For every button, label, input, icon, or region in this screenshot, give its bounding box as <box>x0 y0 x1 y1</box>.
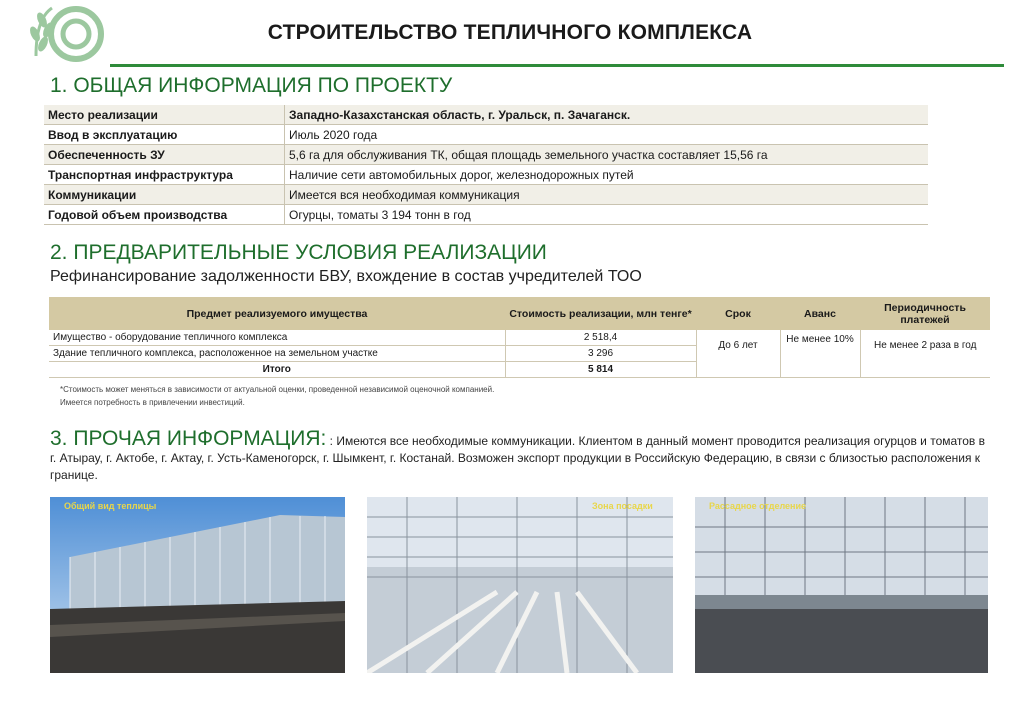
asset-cost: 3 296 <box>505 346 696 362</box>
section-2-subtitle: Рефинансирование задолженности БВУ, вхождение в состав учредителей ТОО <box>50 268 642 285</box>
logo <box>22 4 104 64</box>
photo-caption: Зона посадки <box>592 501 653 511</box>
column-header-payments: Периодичность платежей <box>860 297 990 330</box>
column-header-term: Срок <box>696 297 780 330</box>
table-row <box>44 145 928 165</box>
section-3-text: : Имеются все необходимые коммуникации. Клиентом в данный момент проводится реализация огурцов и томатов в г. Атырау, г. Актобе, г. Актау, г. Усть-Каменогорск, г. Шымкент, г. Костанай. Возможен экспорт продукции в Российскую Федерацию, в связи с близостью расположения к границе. <box>50 434 986 482</box>
info-key: Годовой объем производства <box>44 205 285 225</box>
column-header-asset: Предмет реализуемого имущества <box>49 297 505 330</box>
section-1-heading: 1. ОБЩАЯ ИНФОРМАЦИЯ ПО ПРОЕКТУ <box>50 74 453 97</box>
total-cost: 5 814 <box>505 362 696 378</box>
table-row <box>44 165 928 185</box>
advance-value: Не менее 10% <box>780 330 860 378</box>
seedling-department-photo <box>695 497 988 673</box>
info-key: Обеспеченность ЗУ <box>44 145 285 165</box>
table-header-row <box>49 297 990 330</box>
photo-caption: Общий вид теплицы <box>64 501 157 511</box>
table-row <box>49 330 990 346</box>
sale-terms-table <box>49 297 990 378</box>
asset-name: Имущество - оборудование тепличного комплекса <box>49 330 505 346</box>
planting-zone-image <box>367 497 673 673</box>
payments-value: Не менее 2 раза в год <box>860 330 990 378</box>
asset-cost: 2 518,4 <box>505 330 696 346</box>
table-row <box>44 185 928 205</box>
info-value: Огурцы, томаты 3 194 тонн в год <box>285 205 929 225</box>
table-row <box>44 105 928 125</box>
info-key: Ввод в эксплуатацию <box>44 125 285 145</box>
info-value: Западно-Казахстанская область, г. Уральск, п. Зачаганск. <box>285 105 929 125</box>
seedling-department-image <box>695 497 988 673</box>
footnote: Имеется потребность в привлечении инвестиций. <box>60 398 245 407</box>
section-2-heading: 2. ПРЕДВАРИТЕЛЬНЫЕ УСЛОВИЯ РЕАЛИЗАЦИИ <box>50 241 547 264</box>
table-row <box>44 125 928 145</box>
info-value: 5,6 га для обслуживания ТК, общая площадь земельного участка составляет 15,56 га <box>285 145 929 165</box>
info-key: Место реализации <box>44 105 285 125</box>
section-3-block <box>50 427 986 484</box>
agro-leaf-logo-icon <box>22 4 104 64</box>
greenhouse-exterior-photo <box>50 497 345 673</box>
info-key: Коммуникации <box>44 185 285 205</box>
info-value: Наличие сети автомобильных дорог, железнодорожных путей <box>285 165 929 185</box>
column-header-advance: Аванс <box>780 297 860 330</box>
photo-caption: Рассадное отделение <box>709 501 807 511</box>
term-value: До 6 лет <box>696 330 780 378</box>
asset-name: Здание тепличного комплекса, расположенное на земельном участке <box>49 346 505 362</box>
section-3-heading: 3. ПРОЧАЯ ИНФОРМАЦИЯ: <box>50 427 327 450</box>
planting-zone-photo <box>367 497 673 673</box>
title-divider <box>110 64 1004 67</box>
table-row <box>44 205 928 225</box>
info-value: Июль 2020 года <box>285 125 929 145</box>
greenhouse-exterior-image <box>50 497 345 673</box>
footnote: *Стоимость может меняться в зависимости от актуальной оценки, проведенной независимой оценочной компанией. <box>60 385 495 394</box>
column-header-cost: Стоимость реализации, млн тенге* <box>505 297 696 330</box>
info-key: Транспортная инфраструктура <box>44 165 285 185</box>
project-info-table <box>44 105 928 225</box>
total-label: Итого <box>49 362 505 378</box>
info-value: Имеется вся необходимая коммуникация <box>285 185 929 205</box>
page-title: СТРОИТЕЛЬСТВО ТЕПЛИЧНОГО КОМПЛЕКСА <box>267 21 753 44</box>
